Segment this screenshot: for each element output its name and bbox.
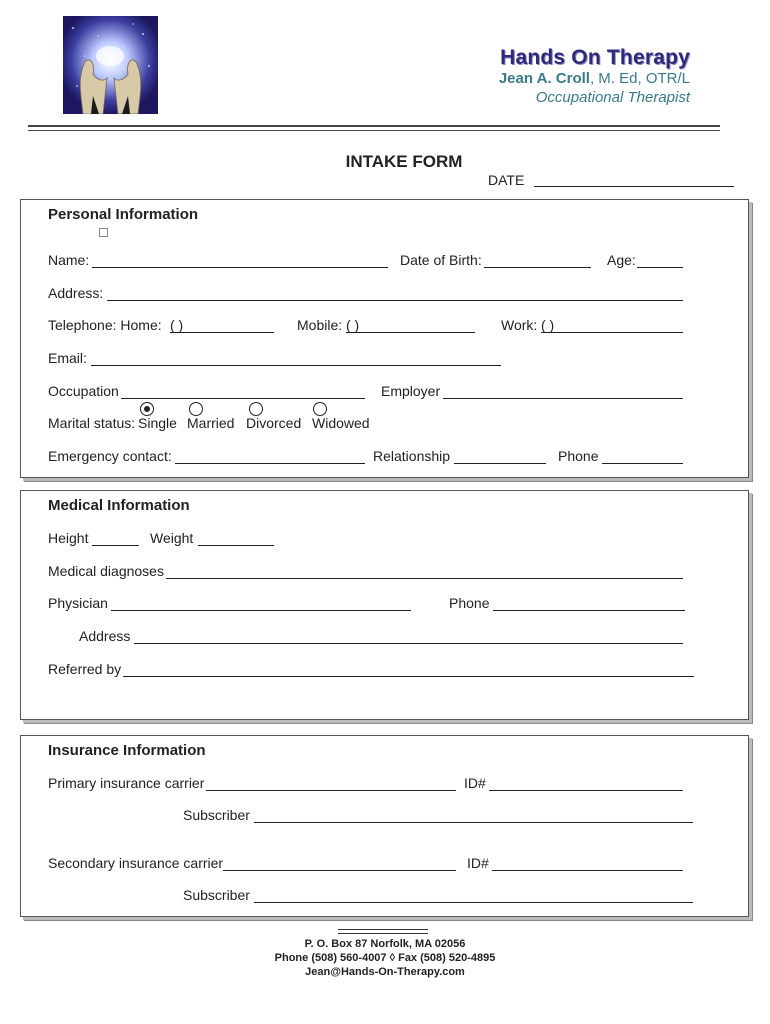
therapist-role: Occupational Therapist bbox=[535, 89, 690, 106]
employer-label: Employer bbox=[381, 383, 441, 399]
medical-information-section bbox=[20, 490, 749, 720]
medical-diagnoses-field[interactable] bbox=[166, 578, 683, 579]
referred-by-label: Referred by bbox=[48, 661, 122, 677]
checkbox-icon bbox=[99, 228, 108, 237]
marital-status-label: Marital status: bbox=[48, 415, 136, 431]
primary-subscriber-label: Subscriber bbox=[183, 807, 250, 823]
physician-address-field[interactable] bbox=[134, 643, 683, 644]
healing-hands-logo bbox=[63, 16, 158, 114]
primary-subscriber-field[interactable] bbox=[254, 822, 693, 823]
primary-carrier-label: Primary insurance carrier bbox=[48, 775, 205, 791]
credentials: , M. Ed, OTR/L bbox=[589, 70, 690, 87]
marital-divorced-radio[interactable] bbox=[249, 402, 263, 416]
medical-diagnoses-label: Medical diagnoses bbox=[48, 563, 164, 579]
work-label: Work: bbox=[501, 317, 538, 333]
emergency-contact-field[interactable] bbox=[175, 463, 365, 464]
referred-by-field[interactable] bbox=[123, 676, 694, 677]
form-title: INTAKE FORM bbox=[345, 152, 463, 171]
dob-label: Date of Birth: bbox=[400, 252, 482, 268]
height-field[interactable] bbox=[92, 545, 139, 546]
personal-information-section bbox=[20, 199, 749, 478]
footer-divider bbox=[338, 929, 428, 930]
mobile-label: Mobile: bbox=[297, 317, 343, 333]
brand-title: Hands On Therapy bbox=[500, 46, 690, 69]
date-label: DATE bbox=[488, 172, 525, 188]
home-area-code: ( ) bbox=[170, 317, 184, 333]
name-label: Name: bbox=[48, 252, 90, 268]
occupation-field[interactable] bbox=[121, 398, 365, 399]
address-field[interactable] bbox=[107, 300, 683, 301]
work-phone-field[interactable] bbox=[541, 332, 683, 333]
dob-field[interactable] bbox=[484, 267, 591, 268]
secondary-id-field[interactable] bbox=[492, 870, 683, 871]
weight-label: Weight bbox=[150, 530, 194, 546]
relationship-field[interactable] bbox=[454, 463, 546, 464]
relationship-label: Relationship bbox=[373, 448, 451, 464]
physician-address-label: Address bbox=[79, 628, 131, 644]
insurance-information-section bbox=[20, 735, 749, 917]
secondary-carrier-field[interactable] bbox=[223, 870, 456, 871]
medical-info-title: Medical Information bbox=[48, 497, 190, 514]
occupation-label: Occupation bbox=[48, 383, 119, 399]
age-label: Age: bbox=[607, 252, 636, 268]
marital-option-widowed[interactable]: Widowed bbox=[312, 415, 370, 431]
header-divider bbox=[28, 125, 720, 127]
physician-label: Physician bbox=[48, 595, 108, 611]
marital-option-single[interactable]: Single bbox=[138, 415, 177, 431]
therapist-name-line bbox=[499, 70, 690, 87]
header-divider-thin bbox=[28, 130, 720, 131]
employer-field[interactable] bbox=[443, 398, 683, 399]
footer-email[interactable]: Jean@Hands-On-Therapy.com bbox=[305, 966, 465, 978]
marital-married-radio[interactable] bbox=[189, 402, 203, 416]
emergency-phone-field[interactable] bbox=[602, 463, 683, 464]
email-label: Email: bbox=[48, 350, 87, 366]
primary-carrier-field[interactable] bbox=[206, 790, 456, 791]
marital-widowed-radio[interactable] bbox=[313, 402, 327, 416]
secondary-id-label: ID# bbox=[467, 855, 489, 871]
home-phone-field[interactable] bbox=[170, 332, 274, 333]
personal-info-title: Personal Information bbox=[48, 206, 199, 223]
footer-divider-thin bbox=[338, 933, 428, 934]
physician-phone-field[interactable] bbox=[493, 610, 685, 611]
physician-phone-label: Phone bbox=[449, 595, 490, 611]
primary-id-field[interactable] bbox=[489, 790, 683, 791]
marital-option-married[interactable]: Married bbox=[187, 415, 235, 431]
therapist-name: Jean A. Croll bbox=[498, 70, 590, 87]
age-field[interactable] bbox=[637, 267, 683, 268]
secondary-carrier-label: Secondary insurance carrier bbox=[48, 855, 224, 871]
secondary-subscriber-label: Subscriber bbox=[183, 887, 250, 903]
primary-id-label: ID# bbox=[464, 775, 486, 791]
marital-option-divorced[interactable]: Divorced bbox=[246, 415, 302, 431]
emergency-contact-label: Emergency contact: bbox=[48, 448, 172, 464]
marital-single-radio[interactable] bbox=[140, 402, 154, 416]
mobile-phone-field[interactable] bbox=[346, 332, 475, 333]
weight-field[interactable] bbox=[198, 545, 274, 546]
height-label: Height bbox=[48, 530, 89, 546]
insurance-info-title: Insurance Information bbox=[48, 742, 206, 759]
physician-field[interactable] bbox=[111, 610, 411, 611]
name-field[interactable] bbox=[92, 267, 388, 268]
emergency-phone-label: Phone bbox=[558, 448, 599, 464]
secondary-subscriber-field[interactable] bbox=[254, 902, 693, 903]
telephone-home-label: Telephone: Home: bbox=[48, 317, 162, 333]
email-field[interactable] bbox=[91, 365, 501, 366]
mobile-area-code: ( ) bbox=[346, 317, 360, 333]
footer-phone-fax: Phone (508) 560-4007 ◊ Fax (508) 520-4895 bbox=[274, 952, 496, 964]
date-field[interactable] bbox=[534, 186, 734, 187]
work-area-code: ( ) bbox=[541, 317, 555, 333]
address-label: Address: bbox=[48, 285, 104, 301]
footer-address: P. O. Box 87 Norfolk, MA 02056 bbox=[304, 938, 466, 950]
